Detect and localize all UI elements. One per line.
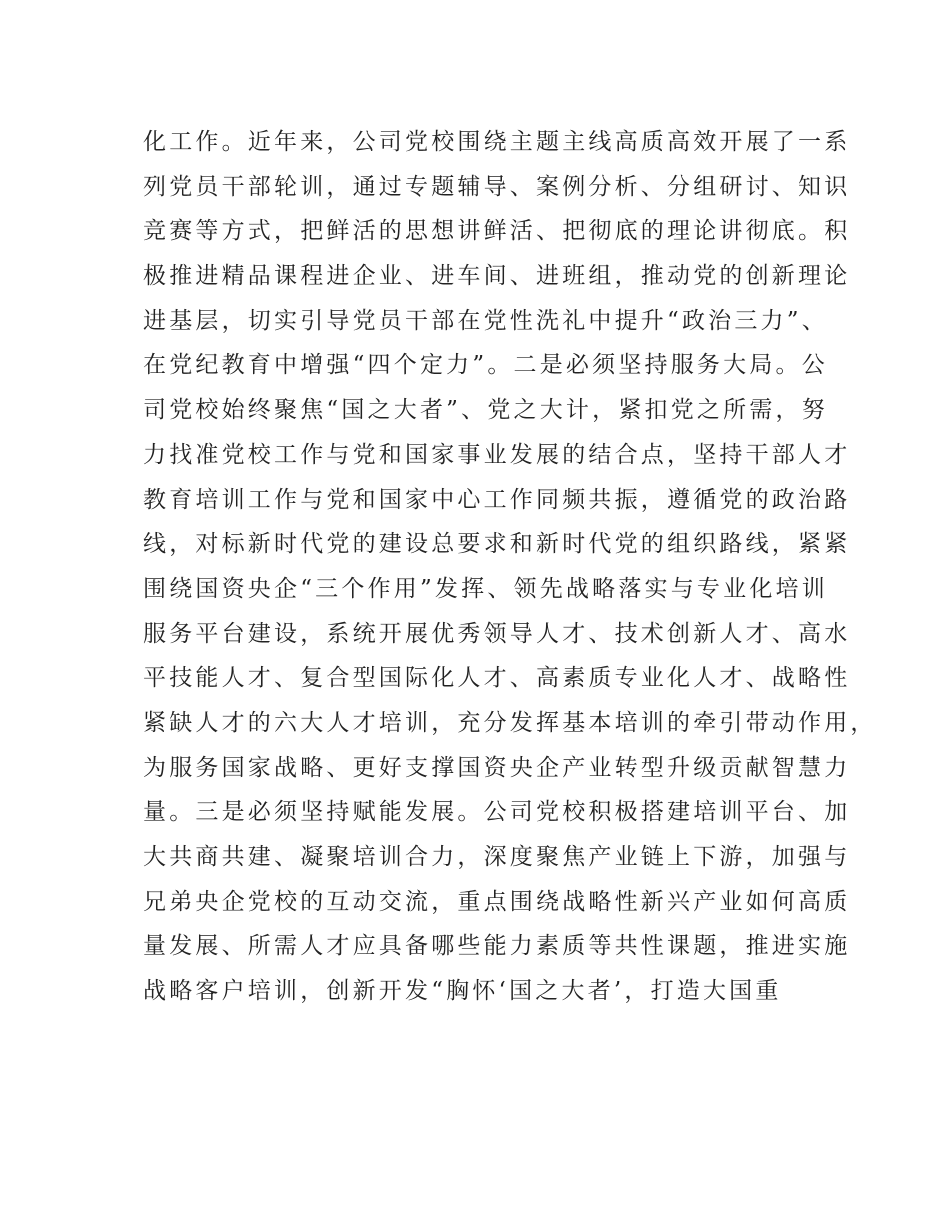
text-line-18: 兄弟央企党校的互动交流，重点围绕战略性新兴产业如何高质 [143,888,851,915]
body-paragraph [143,120,877,1014]
text-line-16: 量。三是必须坚持赋能发展。公司党校积极搭建培训平台、加 [143,799,851,826]
text-line-8: 力找准党校工作与党和国家事业发展的结合点，坚持干部人才 [143,441,851,468]
text-line-19: 量发展、所需人才应具备哪些能力素质等共性课题，推进实施 [143,933,851,960]
text-line-15: 为服务国家战略、更好支撑国资央企产业转型升级贡献智慧力 [143,754,851,781]
text-line-12: 服务平台建设，系统开展优秀领导人才、技术创新人才、高水 [143,620,851,647]
text-line-20: 战略客户培训，创新开发“胸怀‘国之大者’，打造大国重 [143,978,782,1005]
text-line-10: 线，对标新时代党的建设总要求和新时代党的组织路线，紧紧 [143,531,851,558]
text-line-9: 教育培训工作与党和国家中心工作同频共振，遵循党的政治路 [143,486,851,513]
text-line-7: 司党校始终聚焦“国之大者”、党之大计，紧扣党之所需，努 [143,397,828,424]
text-line-13: 平技能人才、复合型国际化人才、高素质专业化人才、战略性 [143,665,851,692]
text-line-11: 围绕国资央企“三个作用”发挥、领先战略落实与专业化培训 [143,575,828,602]
text-line-14: 紧缺人才的六大人才培训，充分发挥基本培训的牵引带动作用， [143,709,877,736]
text-line-2: 列党员干部轮训，通过专题辅导、案例分析、分组研讨、知识 [143,173,851,200]
text-line-4: 极推进精品课程进企业、进车间、进班组，推动党的创新理论 [143,263,851,290]
text-line-6: 在党纪教育中增强“四个定力”。二是必须坚持服务大局。公 [143,352,828,379]
text-line-17: 大共商共建、凝聚培训合力，深度聚焦产业链上下游，加强与 [143,844,851,870]
text-line-5: 进基层，切实引导党员干部在党性洗礼中提升“政治三力”、 [143,307,828,334]
text-line-1: 化工作。近年来，公司党校围绕主题主线高质高效开展了一系 [143,129,851,155]
text-line-3: 竞赛等方式，把鲜活的思想讲鲜活、把彻底的理论讲彻底。积 [143,218,851,245]
